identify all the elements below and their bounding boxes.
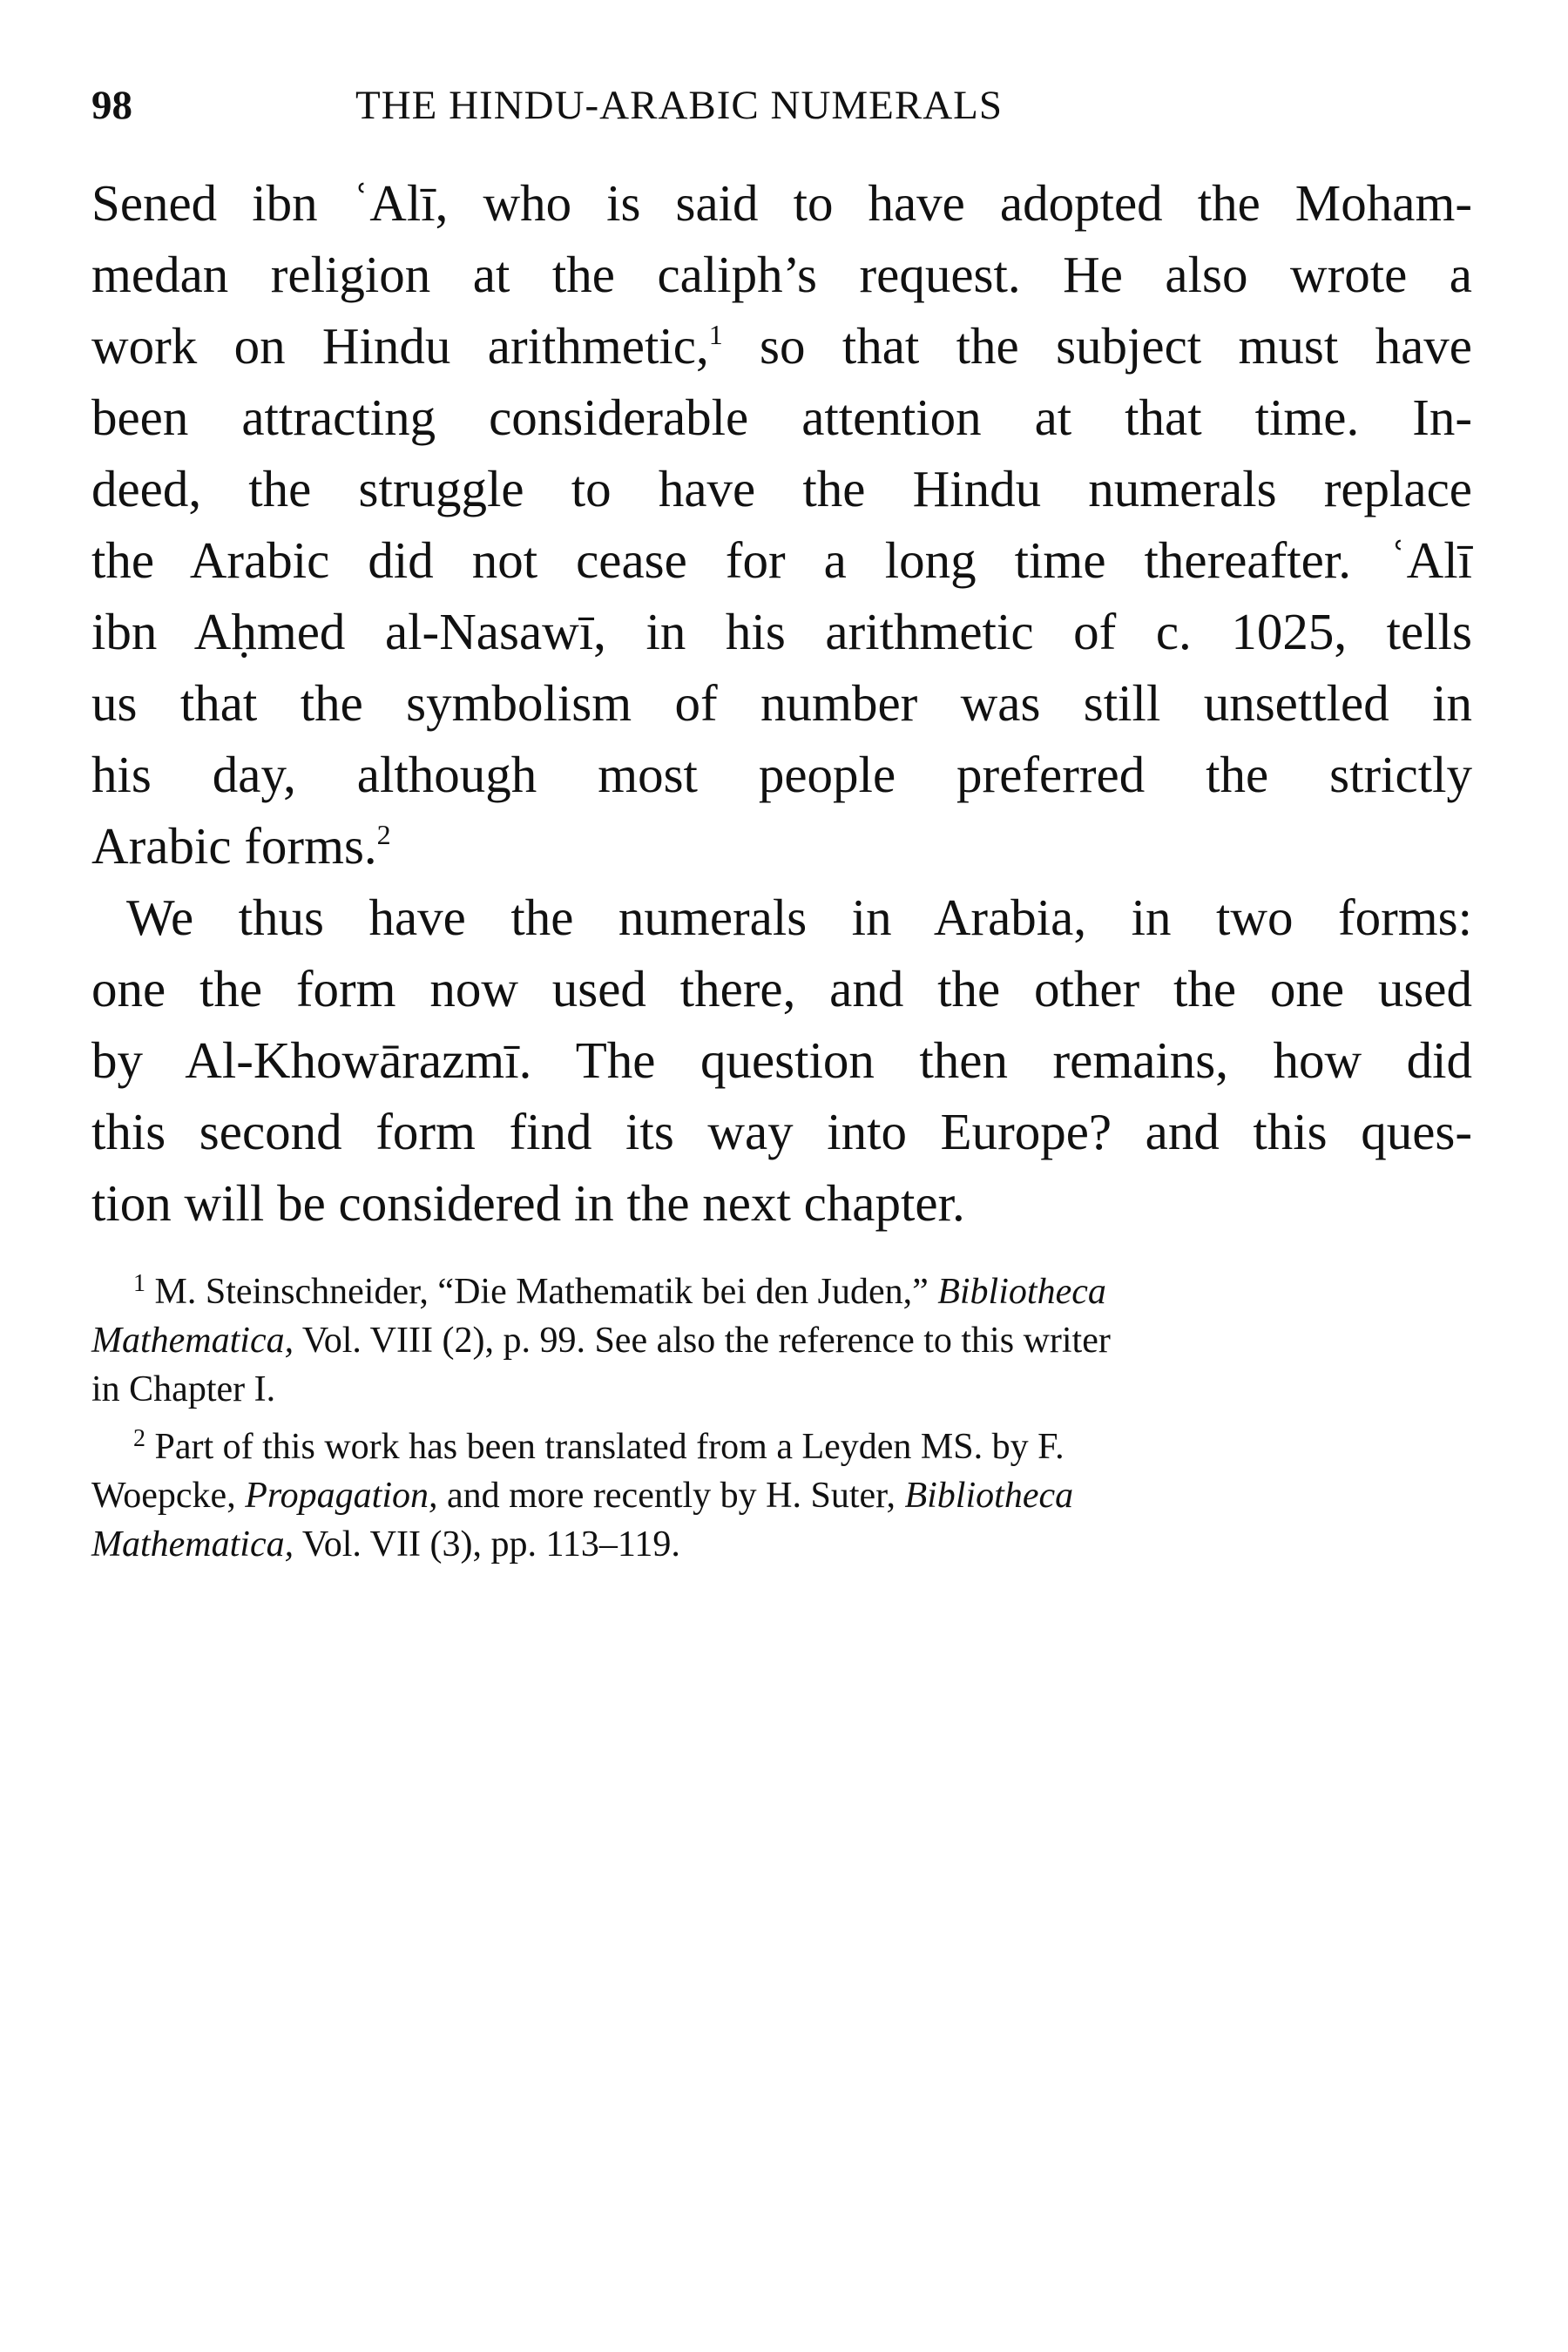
text-line: been attracting considerable attention at that time. In- bbox=[91, 389, 1472, 446]
footnote-marker: 1 bbox=[133, 1270, 145, 1297]
text-segment: so that the subject must have bbox=[722, 317, 1472, 375]
paragraph-2 bbox=[91, 882, 1472, 1239]
text-line: We thus have the numerals in Arabia, in two forms: bbox=[126, 889, 1472, 946]
footnote-line: in Chapter I. bbox=[91, 1369, 276, 1409]
footnote-line bbox=[91, 1316, 1472, 1365]
text-segment: Part of this work has been translated from a Leyden MS. by F. bbox=[145, 1427, 1064, 1467]
text-line bbox=[91, 310, 1472, 382]
text-segment: Woepcke, bbox=[91, 1476, 246, 1516]
page-header bbox=[91, 75, 1485, 136]
text-segment: and more recently by H. Suter, bbox=[437, 1476, 905, 1516]
text-line: the Arabic did not cease for a long time thereafter. ʿAlī bbox=[91, 531, 1472, 589]
footnote-2 bbox=[91, 1423, 1472, 1569]
text-line bbox=[91, 810, 1472, 882]
journal-title: Bibliotheca bbox=[937, 1272, 1106, 1312]
paragraph-1 bbox=[91, 167, 1472, 882]
text-segment: work on Hindu arithmetic, bbox=[91, 317, 709, 375]
text-line: this second form find its way into Europe? and this ques- bbox=[91, 1103, 1472, 1160]
text-line: ibn Aḥmed al-Nasawī, in his arithmetic of c. 1025, tells bbox=[91, 603, 1472, 660]
footnote-line bbox=[91, 1520, 1472, 1569]
text-line: us that the symbolism of number was still unsettled in bbox=[91, 674, 1472, 732]
running-head: THE HINDU-ARABIC NUMERALS bbox=[355, 83, 1004, 128]
journal-title: Bibliotheca bbox=[904, 1476, 1074, 1516]
text-line: Sened ibn ʿAlī, who is said to have adopted the Moham- bbox=[91, 174, 1472, 232]
page-number: 98 bbox=[91, 83, 132, 128]
footnote-ref-2: 2 bbox=[376, 819, 391, 850]
footnote-line bbox=[91, 1423, 1472, 1471]
main-text bbox=[91, 167, 1472, 1239]
book-title: Propagation, bbox=[245, 1476, 438, 1516]
text-line: one the form now used there, and the other the one used bbox=[91, 960, 1472, 1017]
text-line: deed, the struggle to have the Hindu numerals replace bbox=[91, 460, 1472, 517]
text-segment: Vol. VIII (2), p. 99. See also the reference to this writer bbox=[294, 1321, 1111, 1361]
text-line: his day, although most people preferred the strictly bbox=[91, 746, 1472, 803]
text-line: medan religion at the caliph’s request. He also wrote a bbox=[91, 246, 1472, 303]
journal-title: Mathematica, bbox=[91, 1321, 294, 1361]
footnotes bbox=[91, 1267, 1472, 1569]
footnote-1 bbox=[91, 1267, 1472, 1414]
text-segment: M. Steinschneider, “Die Mathematik bei den Juden,” bbox=[145, 1272, 938, 1312]
footnote-marker: 2 bbox=[133, 1425, 145, 1452]
footnote-line bbox=[91, 1471, 1472, 1520]
footnote-line bbox=[91, 1267, 1472, 1316]
text-segment: Arabic forms. bbox=[91, 817, 377, 875]
text-line: tion will be considered in the next chapter. bbox=[91, 1174, 965, 1232]
text-line: by Al-Khowārazmī. The question then remains, how did bbox=[91, 1031, 1472, 1089]
text-segment: Vol. VII (3), pp. 113–119. bbox=[294, 1524, 680, 1565]
footnote-ref-1: 1 bbox=[708, 319, 723, 350]
journal-title: Mathematica, bbox=[91, 1524, 294, 1565]
